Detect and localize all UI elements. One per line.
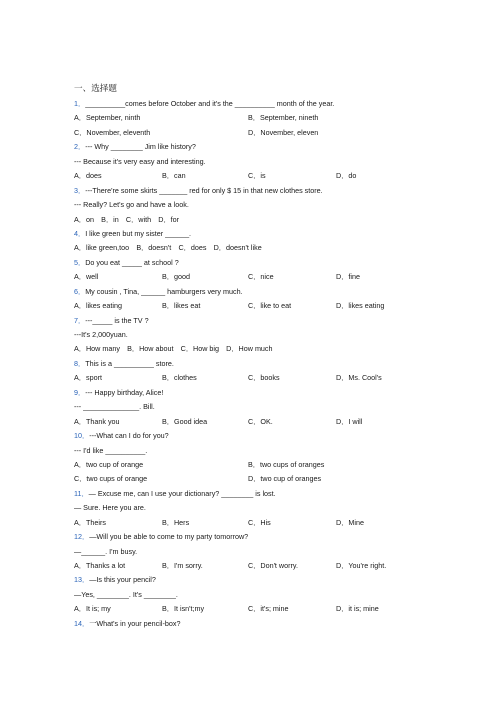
question-stem-line bbox=[74, 357, 434, 371]
answer-option[interactable]: B．two cups of oranges bbox=[248, 459, 325, 469]
question-stem-line bbox=[74, 184, 434, 198]
question-number: 2． bbox=[74, 142, 86, 152]
answer-option[interactable]: C．OK. bbox=[248, 416, 273, 426]
answer-option[interactable]: C．books bbox=[248, 373, 280, 383]
options-row bbox=[74, 126, 434, 140]
dialogue-line: — Sure. Here you are. bbox=[74, 503, 146, 513]
dialogue-line: --- Because it's very easy and interesting. bbox=[74, 156, 206, 166]
question-stem-line bbox=[74, 573, 434, 587]
question-stem-line bbox=[74, 314, 434, 328]
question-stem: ---There're some skirts _______ red for only $ 15 in that new clothes store. bbox=[85, 185, 323, 195]
answer-option[interactable]: A．It is; my bbox=[74, 604, 111, 614]
answer-option[interactable]: D．likes eating bbox=[336, 301, 385, 311]
dialogue-line: —Yes, ________. It's ________. bbox=[74, 589, 178, 599]
answer-option[interactable]: D．two cup of oranges bbox=[248, 474, 322, 484]
options-row bbox=[74, 472, 434, 486]
options-row bbox=[74, 415, 434, 429]
answer-option[interactable]: B．good bbox=[162, 272, 190, 282]
dialogue-line: ---It's 2,000yuan. bbox=[74, 330, 128, 339]
question-stem-line bbox=[74, 487, 434, 501]
question-number: 9． bbox=[74, 387, 86, 397]
answer-option[interactable]: D．do bbox=[336, 171, 357, 181]
question-stem: My cousin , Tina, ______ hamburgers very much. bbox=[85, 286, 243, 296]
question-stem: —Is this your pencil? bbox=[89, 575, 156, 585]
question-stem-line bbox=[74, 429, 434, 443]
question-stem-line bbox=[74, 256, 434, 270]
answer-option[interactable]: A．September, ninth bbox=[74, 113, 141, 123]
question-number: 6． bbox=[74, 286, 86, 296]
dialogue-line: --- I'd like __________. bbox=[74, 445, 148, 455]
question-number: 10． bbox=[74, 431, 90, 441]
answer-option[interactable]: D．fine bbox=[336, 272, 360, 282]
answer-option[interactable]: B．can bbox=[162, 171, 186, 181]
question-number: 12． bbox=[74, 532, 90, 542]
dialogue-line: --- ______________. Bill. bbox=[74, 402, 155, 412]
options-row bbox=[74, 169, 434, 183]
question-number: 3． bbox=[74, 185, 86, 195]
answer-option[interactable]: C．November, eleventh bbox=[74, 127, 151, 137]
answer-option[interactable]: D．You're right. bbox=[336, 561, 387, 570]
answer-option[interactable]: B．Good idea bbox=[162, 416, 208, 426]
question-number: 1． bbox=[74, 99, 86, 108]
answer-option[interactable]: B．clothes bbox=[162, 373, 197, 383]
options-row bbox=[74, 602, 434, 616]
answer-option[interactable]: C．nice bbox=[248, 272, 274, 282]
answer-option[interactable]: C．two cups of orange bbox=[74, 474, 148, 484]
question-number: 14． bbox=[74, 618, 90, 628]
question-stem-line bbox=[74, 227, 434, 241]
question-stem: —Will you be able to come to my party tomorrow? bbox=[89, 532, 249, 542]
answer-option[interactable]: B．September, nineth bbox=[248, 113, 319, 123]
answer-option[interactable]: C．His bbox=[248, 517, 271, 527]
options-inline[interactable]: A．like green,too B．doesn't C．does D．doesn't like bbox=[74, 243, 262, 253]
question-stem-line bbox=[74, 97, 434, 111]
answer-option[interactable]: A．Thank you bbox=[74, 416, 120, 426]
question-stem: 一What's in your pencil-box? bbox=[89, 618, 181, 628]
answer-option[interactable]: D．I will bbox=[336, 416, 363, 426]
question-stem-line bbox=[74, 617, 434, 631]
question-stem: __________comes before October and it's the __________ month of the year. bbox=[85, 99, 335, 108]
options-row bbox=[74, 458, 434, 472]
question-list bbox=[74, 97, 434, 631]
options-row bbox=[74, 299, 434, 313]
answer-option[interactable]: B．likes eat bbox=[162, 301, 201, 311]
question-stem-line bbox=[74, 386, 434, 400]
question-stem: — Excuse me, can I use your dictionary? ________ is lost. bbox=[88, 488, 276, 498]
question-stem: Do you eat _____ at school ? bbox=[85, 257, 179, 267]
question-stem: ---What can I do for you? bbox=[89, 431, 169, 441]
question-number: 5． bbox=[74, 257, 86, 267]
answer-option[interactable]: A．Theirs bbox=[74, 517, 106, 527]
answer-option[interactable]: B．It isn't;my bbox=[162, 604, 205, 614]
options-row bbox=[74, 270, 434, 284]
answer-option[interactable]: A．sport bbox=[74, 373, 102, 383]
answer-option[interactable]: D．Ms. Cool's bbox=[336, 373, 382, 383]
dialogue-line: —______. I'm busy. bbox=[74, 546, 138, 556]
options-inline[interactable]: A．How many B．How about C．How big D．How much bbox=[74, 344, 273, 354]
question-stem-line bbox=[74, 140, 434, 154]
question-number: 11． bbox=[74, 488, 89, 498]
answer-option[interactable]: D．November, eleven bbox=[248, 127, 319, 137]
question-number: 7． bbox=[74, 315, 86, 325]
section-title: 一、选择题 bbox=[74, 83, 117, 93]
question-number: 8． bbox=[74, 358, 86, 368]
answer-option[interactable]: A．well bbox=[74, 272, 99, 282]
answer-option[interactable]: C．is bbox=[248, 171, 266, 181]
answer-option[interactable]: A．does bbox=[74, 171, 102, 181]
question-stem: --- Happy birthday, Alice! bbox=[85, 387, 164, 397]
options-row bbox=[74, 559, 434, 573]
options-row bbox=[74, 516, 434, 530]
answer-option[interactable]: D．it is; mine bbox=[336, 604, 379, 614]
options-inline[interactable]: A．on B．in C．with D．for bbox=[74, 214, 180, 224]
answer-option[interactable]: B．I'm sorry. bbox=[162, 561, 203, 570]
answer-option[interactable]: D．Mine bbox=[336, 517, 364, 527]
question-stem: ---_____ is the TV ? bbox=[85, 315, 149, 325]
question-stem: I like green but my sister ______. bbox=[85, 228, 192, 238]
question-stem-line bbox=[74, 285, 434, 299]
answer-option[interactable]: A．likes eating bbox=[74, 301, 122, 311]
question-number: 13． bbox=[74, 575, 90, 585]
question-stem-line bbox=[74, 530, 434, 544]
question-stem: This is a __________ store. bbox=[85, 358, 174, 368]
question-stem: --- Why ________ Jim like history? bbox=[85, 142, 196, 152]
answer-option[interactable]: A．two cup of orange bbox=[74, 459, 144, 469]
question-number: 4． bbox=[74, 228, 86, 238]
answer-option[interactable]: B．Hers bbox=[162, 517, 190, 527]
options-row bbox=[74, 371, 434, 385]
answer-option[interactable]: C．it's; mine bbox=[248, 604, 289, 614]
answer-option[interactable]: C．like to eat bbox=[248, 301, 292, 311]
options-row bbox=[74, 111, 434, 125]
answer-option[interactable]: C．Don't worry. bbox=[248, 561, 298, 570]
dialogue-line: --- Really? Let's go and have a look. bbox=[74, 200, 189, 210]
answer-option[interactable]: A．Thanks a lot bbox=[74, 561, 126, 570]
